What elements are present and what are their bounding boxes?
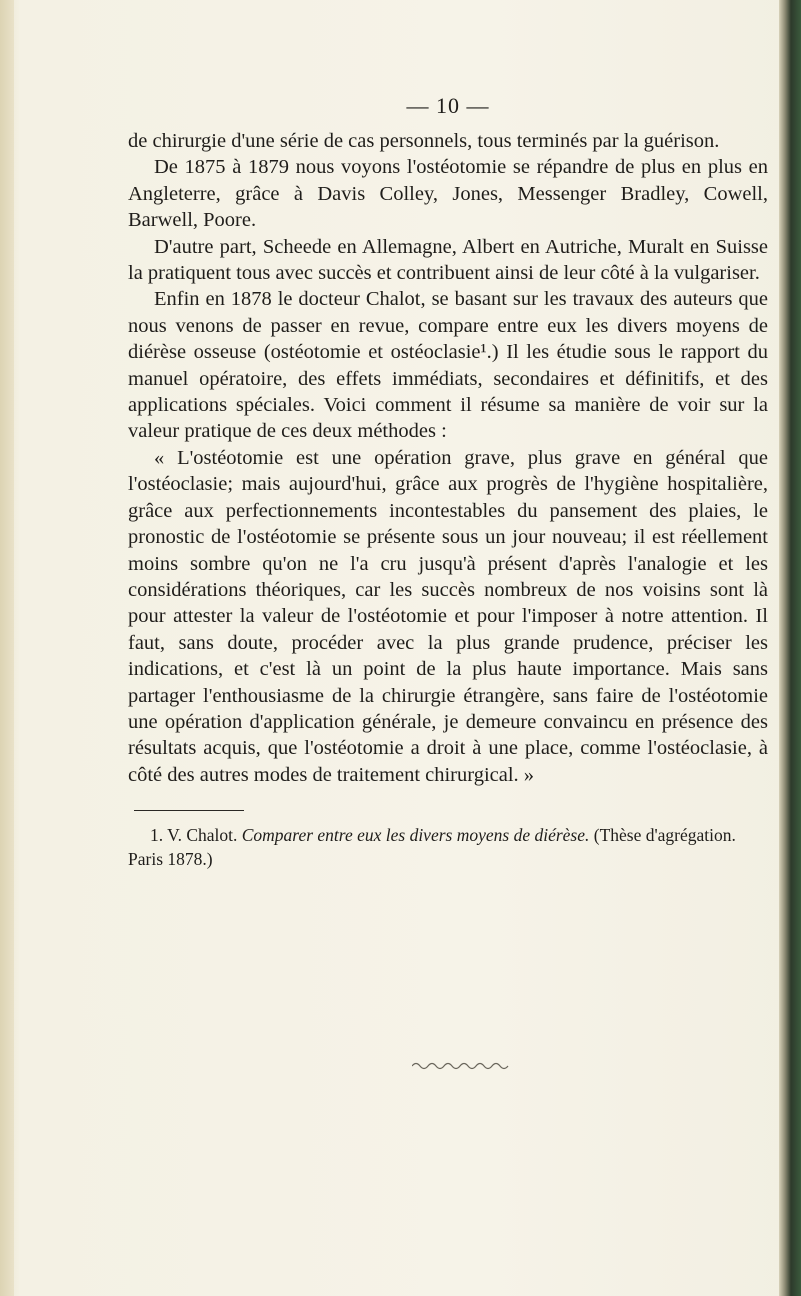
book-spine-edge <box>779 0 801 1296</box>
wavy-ornament-divider <box>412 1060 512 1070</box>
footnote-title: Comparer entre eux les divers moyens de diérèse. <box>241 825 590 846</box>
paragraph-4: Enfin en 1878 le docteur Chalot, se basant sur les travaux des auteurs que nous venons de passer en revue, compare entre eux les divers moyens de diérèse osseuse (ostéotomie et ostéoclasie¹.) Il les étudie sous le rapport du manuel opératoire, des effets immédiats, secondaires et définitifs, et des applications spéciales. Voici comment il résume sa manière de voir sur la valeur pratique de ces deux méthodes : <box>128 288 768 443</box>
paragraph-2: De 1875 à 1879 nous voyons l'ostéotomie se répandre de plus en plus en Angleterre, grâce à Davis Colley, Jones, Messenger Bradley, Cowell, Barwell, Poore. <box>128 156 768 232</box>
page-left-edge <box>0 0 14 1296</box>
footnote <box>128 823 768 871</box>
footnote-separator <box>134 810 244 811</box>
footnote-suffix: (Thèse d'agrégation. Paris 1878.) <box>128 825 736 870</box>
paragraph-3: D'autre part, Scheede en Allemagne, Albert en Autriche, Muralt en Suisse la pratiquent tous avec succès et contribuent ainsi de leur côté à la vulgariser. <box>128 235 768 285</box>
page-number: — 10 — <box>406 93 490 118</box>
quotation-paragraph: « L'ostéotomie est une opération grave, plus grave en général que l'ostéoclasie; mais aujourd'hui, grâce aux progrès de l'hygiène hospitalière, grâce aux perfectionnements incontestables du pansement des plaies, le pronostic de l'ostéotomie se présente sous un jour nouveau; il est réellement moins sombre qu'on ne l'a cru jusqu'à présent d'après l'analogie et les considérations théoriques, car les succès nombreux de nos voisins sont là pour attester la valeur de l'ostéotomie et pour l'imposer à notre attention. Il faut, sans doute, procéder avec la plus grande prudence, préciser les indications, et c'est là un point de la plus haute importance. Mais sans partager l'enthousiasme de la chirurgie étrangère, sans faire de l'ostéotomie une opération d'application générale, je demeure convaincu en présence des résultats acquis, que l'ostéotomie a droit à une place, comme l'ostéoclasie, à côté des autres modes de traitement chirurgical. » <box>128 446 768 786</box>
footnote-prefix: 1. V. Chalot. <box>150 825 242 846</box>
document-page <box>128 92 768 871</box>
paragraph-1: de chirurgie d'une série de cas personnels, tous terminés par la guérison. <box>128 130 720 152</box>
